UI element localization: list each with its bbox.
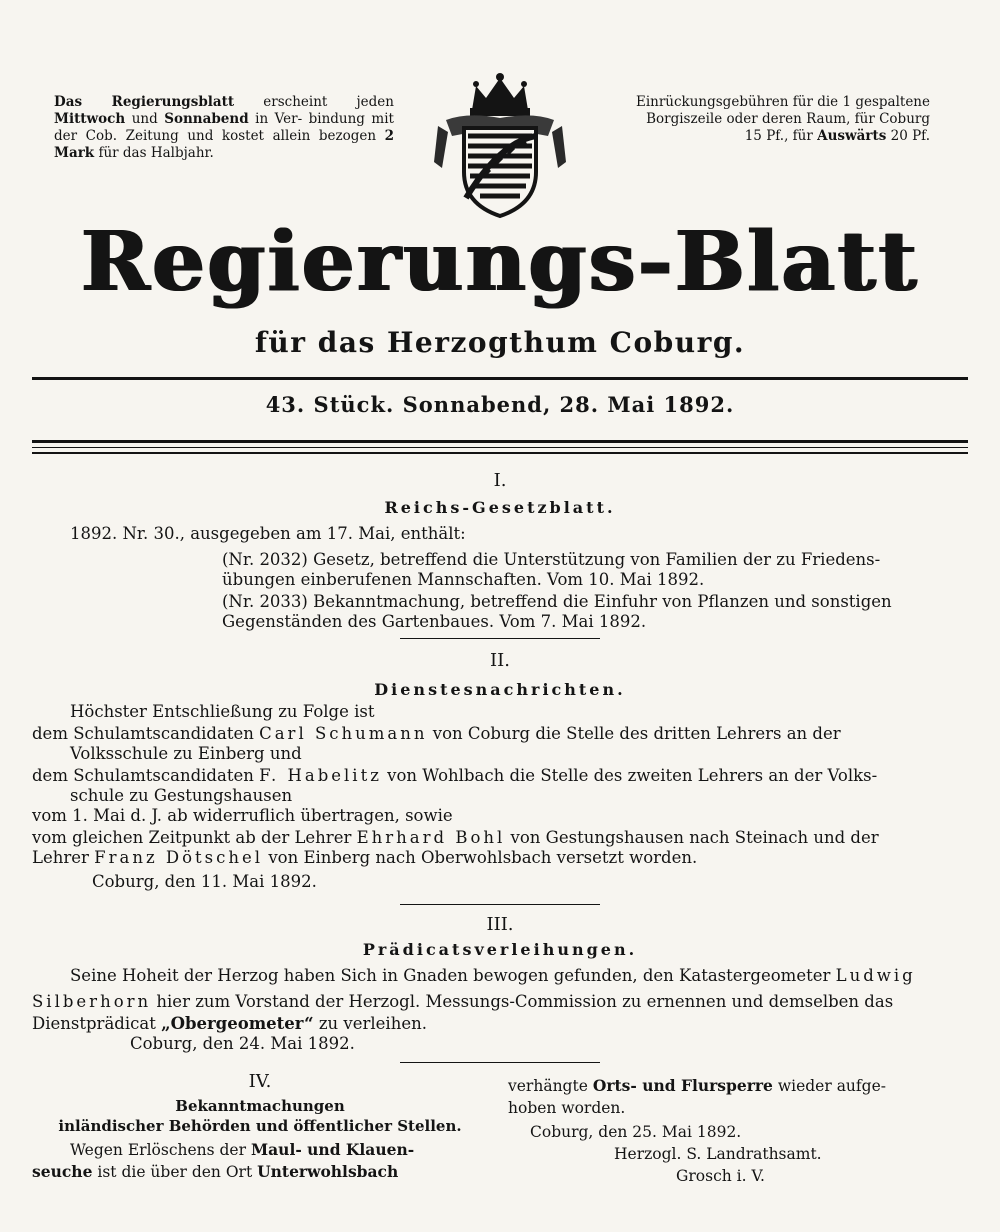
section-number: III. xyxy=(486,914,514,935)
text-line: (Nr. 2032) Gesetz, betreffend die Unterstützung von Familien der zu Friedens- xyxy=(222,550,881,569)
masthead-subtitle: für das Herzogthum Coburg. xyxy=(254,326,746,359)
section-divider xyxy=(400,904,600,905)
notice-text: in Ver- xyxy=(255,111,303,127)
header-rule xyxy=(32,377,968,380)
rates-line: Borgiszeile oder deren Raum, für Coburg xyxy=(646,111,930,127)
subscription-notice xyxy=(54,94,394,162)
notice-day: Sonnabend xyxy=(164,111,249,127)
section-divider xyxy=(400,638,600,639)
notice-text: für das Halbjahr. xyxy=(98,145,214,161)
advertising-rates-notice xyxy=(614,94,930,145)
text-line: Silberhorn hier zum Vorstand der Herzogl. Messungs-Commission zu ernennen und demselben das xyxy=(32,992,894,1011)
issuing-office: Herzogl. S. Landrathsamt. xyxy=(614,1145,822,1163)
text-line: vom 1. Mai d. J. ab widerruflich übertragen, sowie xyxy=(32,806,453,825)
text-line: seuche ist die über den Ort Unterwohlsbach xyxy=(32,1162,399,1181)
notice-text: erscheint jeden xyxy=(263,94,394,110)
section-heading: inländischer Behörden und öffentlicher Stellen. xyxy=(58,1117,462,1135)
person-name: F. Habelitz xyxy=(259,766,382,785)
text-line: schule zu Gestungshausen xyxy=(70,786,293,805)
rates-line: Einrückungsgebühren für die 1 gespaltene xyxy=(635,94,930,110)
section-heading: Prädicatsverleihungen. xyxy=(362,940,638,959)
signature-text: Grosch i. V. xyxy=(676,1167,765,1185)
section-number: IV. xyxy=(248,1071,272,1092)
dateline: Coburg, den 25. Mai 1892. xyxy=(530,1123,742,1141)
issue-line: 43. Stück. Sonnabend, 28. Mai 1892. xyxy=(265,392,735,417)
section-heading: Dienstesnachrichten. xyxy=(374,680,626,699)
person-name: Silberhorn xyxy=(32,992,152,1011)
text-line: Seine Hoheit der Herzog haben Sich in Gnaden bewogen gefunden, den Katastergeometer Ludwig xyxy=(70,966,916,985)
text-line: (Nr. 2033) Bekanntmachung, betreffend die Einfuhr von Pflanzen und sonstigen xyxy=(222,592,892,611)
person-name: Ehrhard Bohl xyxy=(356,828,506,847)
rates-line: 15 Pf., für Auswärts 20 Pf. xyxy=(744,128,930,144)
text-line: Höchster Entschließung zu Folge ist xyxy=(70,702,375,721)
person-name: Franz Dötschel xyxy=(94,848,264,867)
dateline: Coburg, den 24. Mai 1892. xyxy=(130,1034,355,1053)
text-line: verhängte Orts- und Flursperre wieder aufge- xyxy=(508,1076,886,1095)
title-conferred: „Obergeometer“ xyxy=(161,1014,314,1033)
text-line: 1892. Nr. 30., ausgegeben am 17. Mai, enthält: xyxy=(70,524,466,543)
notice-text: bindung mit der Cob. Zeitung und kostet xyxy=(54,111,394,144)
notice-text: und xyxy=(131,111,158,127)
text-line: Lehrer Franz Dötschel von Einberg nach Oberwohlsbach versetzt worden. xyxy=(32,848,698,867)
section-number: II. xyxy=(490,650,510,671)
notice-day: Mittwoch xyxy=(54,111,126,127)
dateline: Coburg, den 11. Mai 1892. xyxy=(92,872,317,891)
text-line: Volksschule zu Einberg und xyxy=(70,744,302,763)
text-line: dem Schulamtscandidaten Carl Schumann von Coburg die Stelle des dritten Lehrers an der xyxy=(32,724,841,743)
section-divider xyxy=(400,1062,600,1063)
text-line: dem Schulamtscandidaten F. Habelitz von Wohlbach die Stelle des zweiten Lehrers an der Volks- xyxy=(32,766,878,785)
text-line: Gegenständen des Gartenbaues. Vom 7. Mai 1892. xyxy=(222,612,647,631)
issue-rule-thin xyxy=(32,447,968,448)
notice-price: 2 Mark xyxy=(54,128,395,161)
text-line: übungen einberufenen Mannschaften. Vom 10. Mai 1892. xyxy=(222,570,705,589)
section-heading: Bekanntmachungen xyxy=(175,1097,345,1115)
person-name: Ludwig xyxy=(835,966,916,985)
masthead-title: Regierungs-Blatt xyxy=(80,214,920,310)
text-line: hoben worden. xyxy=(508,1099,626,1117)
notice-title: Das Regierungsblatt xyxy=(54,94,235,110)
person-name: Carl Schumann xyxy=(259,724,428,743)
text-line: Wegen Erlöschens der Maul- und Klauen- xyxy=(70,1140,415,1159)
issue-rule xyxy=(32,452,968,454)
issue-rule xyxy=(32,440,968,443)
notice-text: allein bezogen xyxy=(272,128,377,144)
ducal-crest-icon xyxy=(428,72,572,220)
text-line: vom gleichen Zeitpunkt ab der Lehrer Ehrhard Bohl von Gestungshausen nach Steinach und der xyxy=(32,828,879,847)
section-heading: Reichs-Gesetzblatt. xyxy=(384,498,616,517)
section-number: I. xyxy=(493,470,507,491)
text-line: Dienstprädicat „Obergeometer“ zu verleihen. xyxy=(32,1014,427,1033)
